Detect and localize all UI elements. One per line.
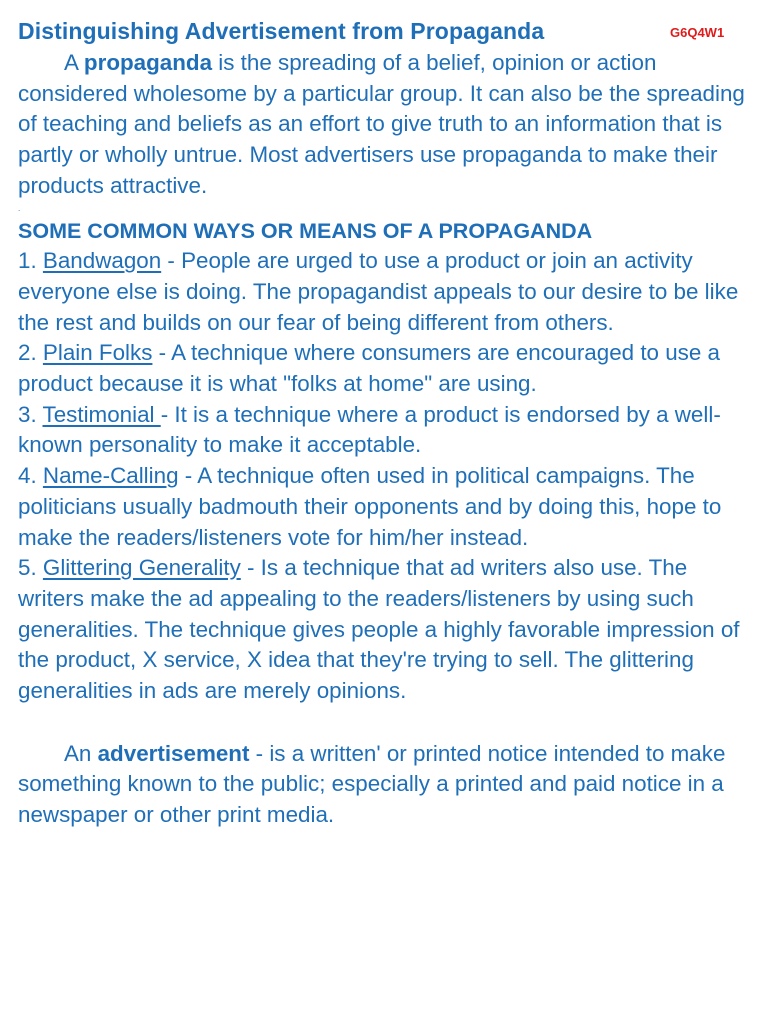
propaganda-text: is the spreading of a belief, opinion or action considered wholesome by a particular group. It can also be the spreading of teaching and beliefs as an effort to give truth to an information that is partly or wholly untrue. Most advertisers use propaganda to make their products attractive. — [18, 50, 745, 198]
item-number: 1. — [18, 248, 43, 274]
list-item — [18, 246, 750, 338]
title-row — [18, 14, 750, 48]
advertisement-definition — [18, 739, 750, 831]
paragraph-gap — [18, 707, 750, 739]
item-text: - A technique often used in political campaigns. The politicians usually badmouth their opponents and by doing this, hope to make the readers/listeners vote for him/her instead. — [18, 463, 722, 550]
lesson-code: G6Q4W1 — [670, 25, 725, 40]
item-number: 4. — [18, 463, 43, 489]
item-name-name-calling: Name-Calling — [42, 463, 179, 489]
list-item — [18, 338, 750, 399]
item-text: - A technique where consumers are encouraged to use a product because it is what "folks at home" are using. — [18, 340, 721, 397]
item-number: 2. — [18, 340, 43, 366]
section-heading: SOME COMMON WAYS OR MEANS OF A PROPAGANDA — [18, 218, 593, 243]
item-name-bandwagon: Bandwagon — [42, 248, 162, 274]
list-item — [18, 553, 750, 707]
advertisement-term: advertisement — [97, 740, 250, 766]
propaganda-term: propaganda — [83, 50, 213, 75]
propaganda-prefix: A — [64, 50, 84, 75]
list-item — [18, 461, 750, 553]
page-title: Distinguishing Advertisement from Propaganda — [18, 18, 545, 44]
item-text: - People are urged to use a product or join an activity everyone else is doing. The propagandist appeals to our desire to be like the rest and builds on our fear of being different from others. — [18, 248, 739, 335]
item-number: 3. — [18, 401, 43, 427]
item-name-glittering-generality: Glittering Generality — [42, 555, 241, 581]
list-item — [18, 400, 750, 461]
advertisement-text: - is a written' or printed notice intended to make something known to the public; especially a printed and paid notice in a newspaper or other print media. — [18, 740, 726, 828]
propaganda-definition — [18, 48, 750, 202]
item-name-plain-folks: Plain Folks — [42, 340, 153, 366]
item-text: - Is a technique that ad writers also use. The writers make the ad appealing to the readers/listeners by using such generalities. The technique gives people a highly favorable impression of the product, X service, X idea that they're trying to sell. The glittering generalities in ads are merely opinions. — [18, 555, 740, 704]
advertisement-prefix: An — [64, 740, 98, 766]
stray-dot: . — [18, 203, 21, 213]
item-text: - It is a technique where a product is endorsed by a well-known personality to make it acceptable. — [18, 401, 721, 458]
item-number: 5. — [18, 555, 43, 581]
item-name-testimonial: Testimonial — [42, 401, 161, 427]
document-page — [18, 14, 750, 831]
